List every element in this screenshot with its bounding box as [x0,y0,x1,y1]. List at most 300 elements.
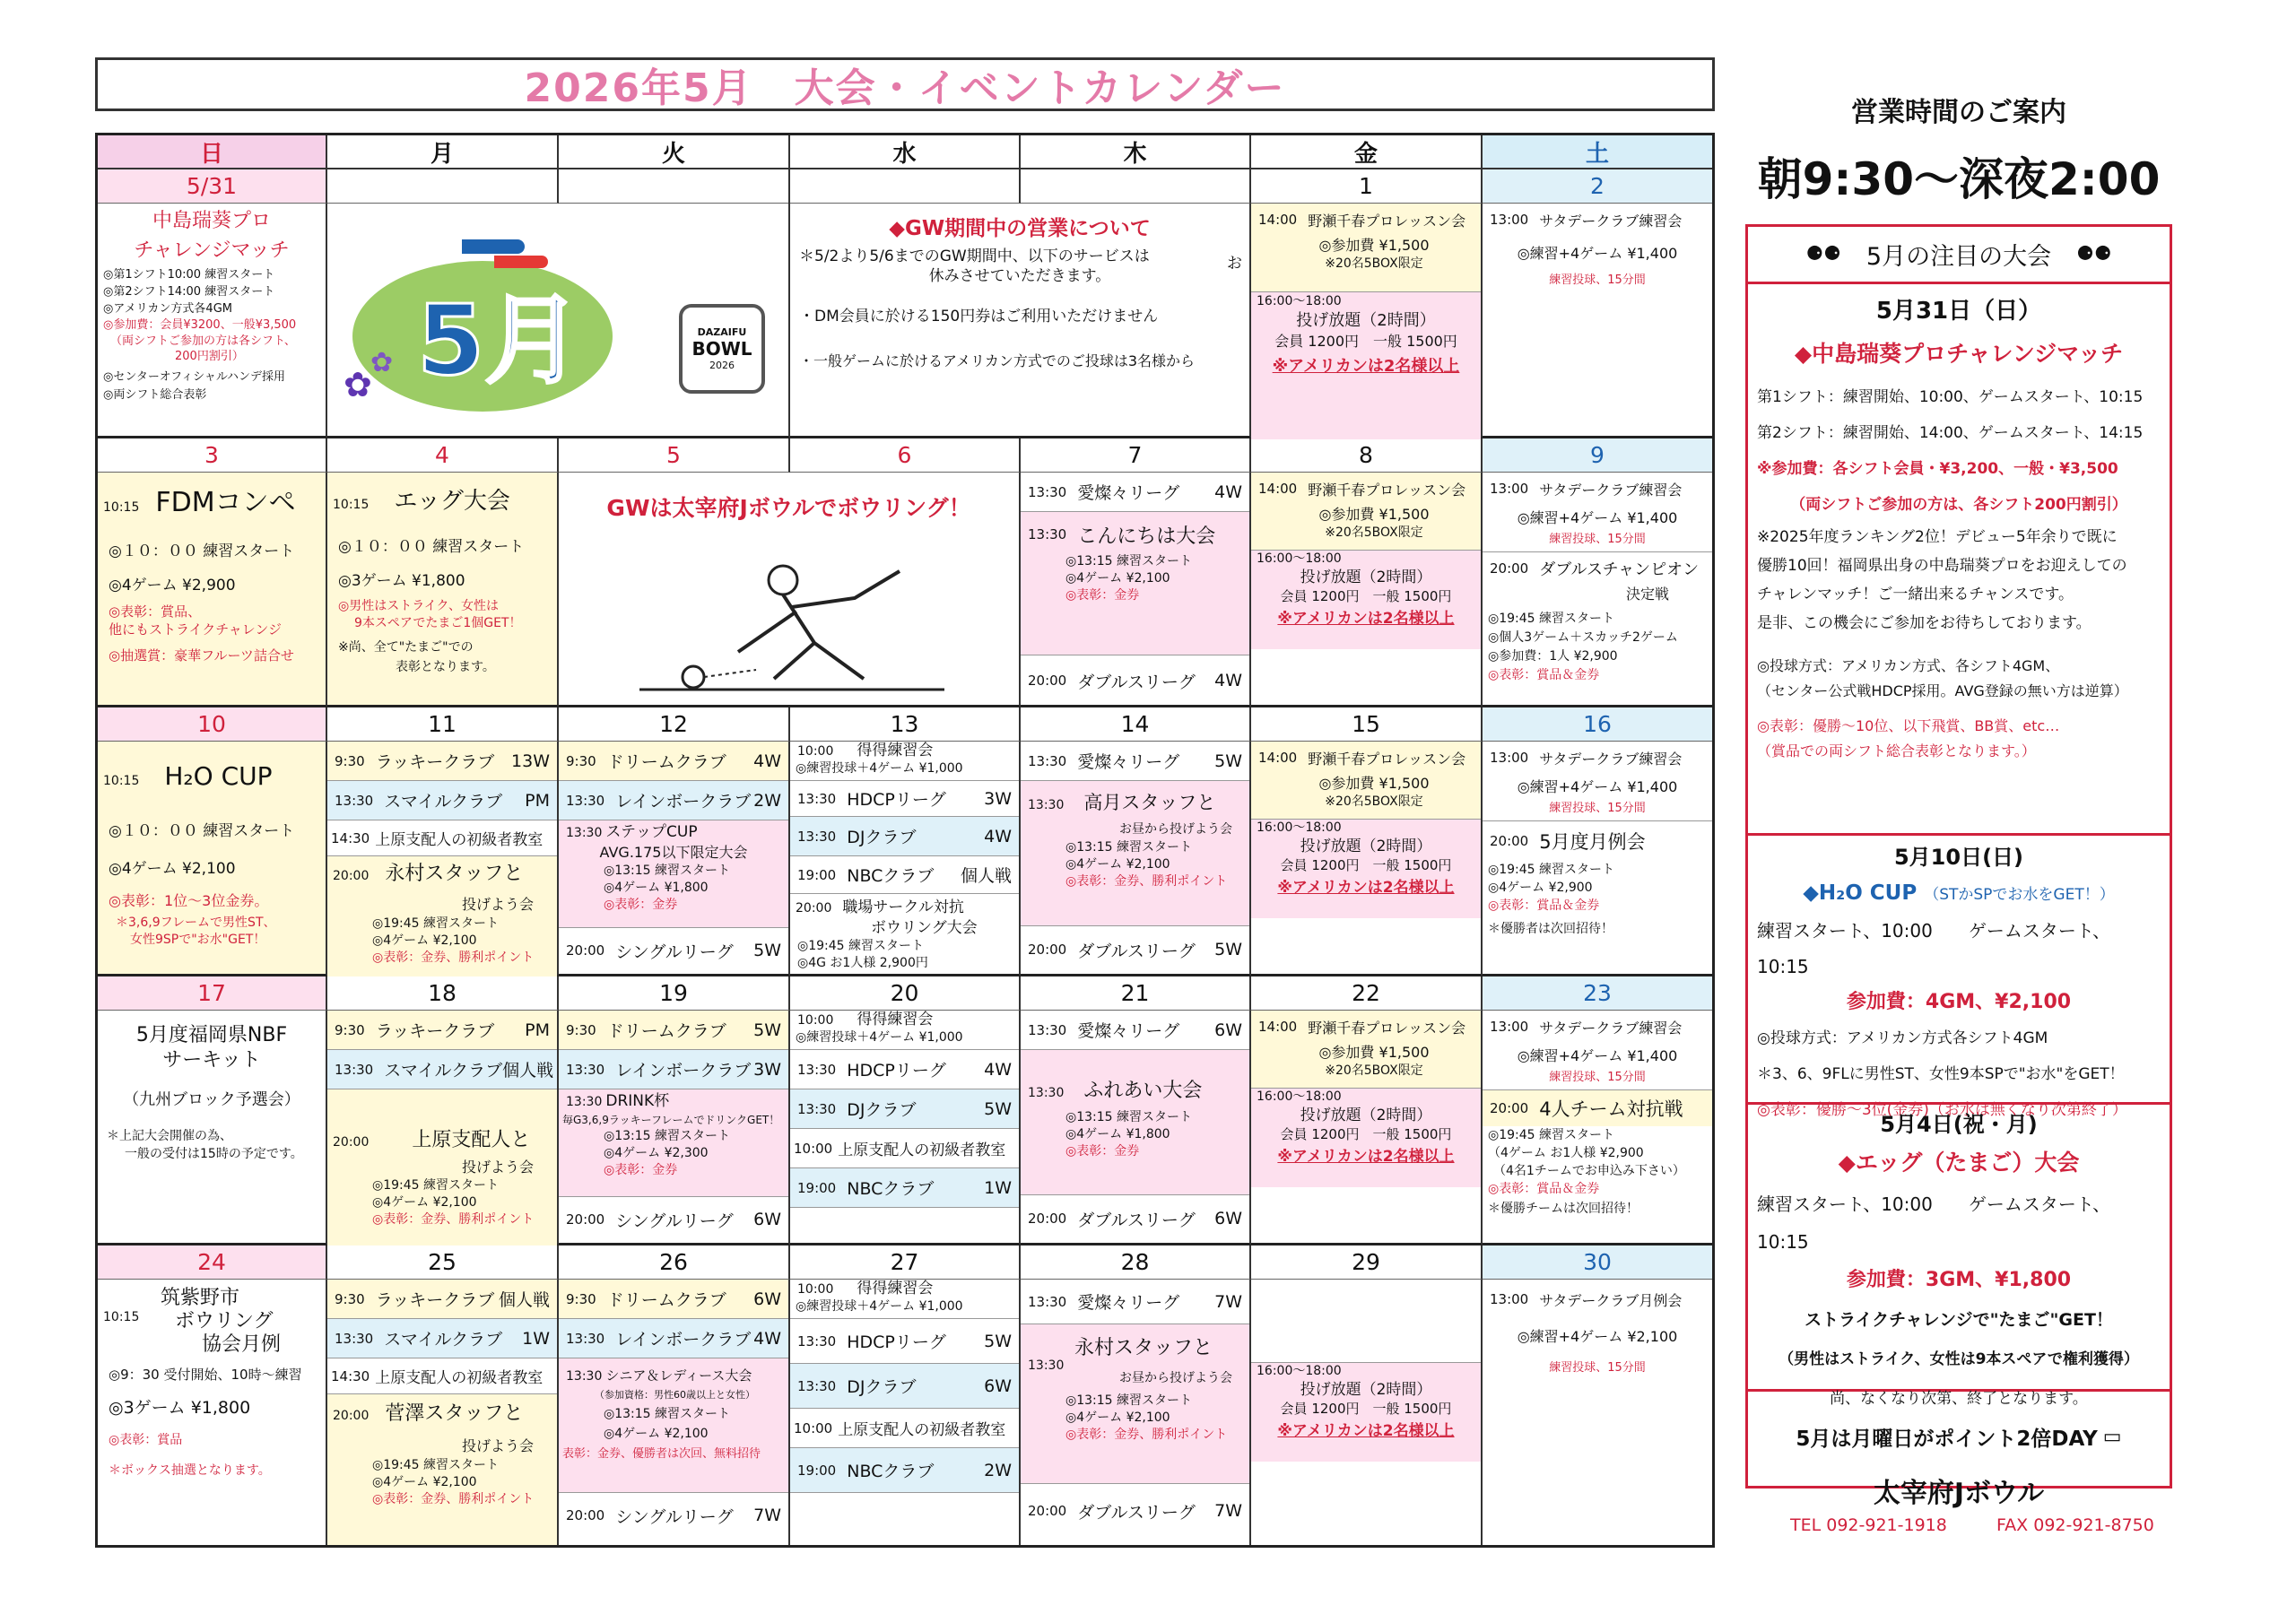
dow-thu: 木 [1021,135,1251,169]
event-fee: 会員 1200円 一般 1500円 [1280,1401,1452,1417]
event-time: 9:30 [335,1021,365,1038]
date-cell: 18 [327,976,559,1011]
gw-notice-cell [790,204,1251,438]
event-time: 20:00 [566,942,605,959]
event-note: 練習投球、15分間 [1483,532,1712,552]
event-name: 得得練習会 [857,1011,934,1028]
date-cell [790,169,1021,204]
event-detail: ◎練習投球＋4ゲーム ¥1,000 [796,761,963,776]
day-cell-8[interactable] [1251,473,1483,707]
featured-date: 5月10日(日) [1893,845,2024,870]
day-cell-12[interactable] [559,742,790,976]
event-time: 19:00 [797,866,837,883]
event-fee: 会員 1200円 一般 1500円 [1280,1126,1452,1142]
date-cell: 8 [1251,438,1483,473]
day-cell-27[interactable] [790,1280,1021,1545]
event-prize: ◎表彰：賞品＆金券 [1488,668,1600,682]
event-fee: ◎4ゲーム ¥2,900 [109,577,236,595]
featured-fee: 参加費：3GM、¥1,800 [1846,1269,2072,1291]
event-detail: ◎第1シフト10:00 練習スタート [103,268,275,282]
day-cell-7[interactable] [1021,473,1251,707]
event-prize: 他にもストライクチャレンジ [109,621,283,638]
featured-prize: （賞品での両シフト総合表彰となります。） [1757,742,2036,759]
event-time: 14:30 [331,1367,370,1384]
event-name: 協会月例 [202,1333,282,1356]
event-fee: ◎4G お1人様 2,900円 [797,956,928,970]
fax-number: FAX 092-921-8750 [1996,1515,2154,1535]
event-time: 9:30 [335,752,365,769]
event-name: 投げ放題（2時間） [1300,1381,1432,1399]
day-cell-30[interactable] [1483,1280,1712,1545]
event-name: 決定戦 [1626,586,1670,603]
event-name: 投げ放題（2時間） [1296,311,1436,330]
event-note: （4名1チームでお申込み下さい） [1493,1164,1685,1178]
event-name: 毎G3,6,9ラッキーフレームでドリンクGET！ [562,1114,780,1126]
event-week: 4W [753,751,781,771]
event-name: 愛燦々リーグ [1077,483,1180,503]
event-time: 16:00～18:00 [1257,820,1342,835]
event-fee: ◎3ゲーム ¥1,800 [109,1398,251,1418]
event-name: 投げ放題（2時間） [1300,838,1432,855]
event-time: 13:30 [797,1377,837,1394]
event-fee: ◎4ゲーム ¥1,800 [1065,1127,1170,1141]
event-name: 投げよう会 [462,1437,535,1454]
date-cell [1021,169,1251,204]
event-name: 上原支配人と [412,1129,531,1151]
event-detail: ◎13:15 練習スタート [604,1129,731,1143]
dow-sun: 日 [98,135,327,169]
event-detail: ◎19:45 練習スタート [372,916,500,931]
event-name: NBCクラブ [847,1462,935,1481]
bowl-logo [679,304,765,394]
event-name: HDCPリーグ [847,1332,946,1352]
event-time: 13:30 [566,1330,605,1347]
date-cell: 29 [1251,1245,1483,1280]
event-name: スマイルクラブ [384,1061,503,1081]
day-cell-13[interactable] [790,742,1021,976]
event-time: 13:30 [1028,798,1065,812]
featured-title: ◆中島瑞葵プロチャレンジマッチ [1794,341,2124,367]
event-time: 20:00 [1490,1100,1529,1116]
featured-heading: 5月の注目の大会 [1866,243,2052,271]
featured-event-2 [1748,836,2170,1119]
logo-text: 2026 [709,360,735,371]
event-name: 菅澤スタッフと [385,1402,524,1425]
event-time: 13:00 [1490,481,1529,497]
event-name: 野瀬千春プロレッスン会 [1308,1019,1466,1037]
day-cell-22[interactable] [1251,1011,1483,1245]
event-time: 13:30 [797,1332,837,1350]
day-cell-1[interactable] [1251,204,1483,438]
event-fee: ◎3ゲーム ¥1,800 [338,572,465,590]
day-cell-14[interactable] [1021,742,1251,976]
event-name: ダブルスリーグ [1077,941,1196,961]
event-name: 投げ放題（2時間） [1300,568,1432,586]
event-note: ※尚、全て"たまご"での [338,640,474,655]
event-time: 16:00～18:00 [1257,1089,1342,1104]
event-time: 13:30 [797,790,837,807]
event-time: 20:00 [333,869,370,883]
date-cell: 26 [559,1245,790,1280]
event-fee: ◎参加費 ¥1,500 [1318,1044,1430,1061]
event-time: 13:30 [1028,1086,1065,1100]
day-cell-3[interactable] [98,473,327,707]
date-cell: 28 [1021,1245,1251,1280]
event-name: FDMコンペ [155,487,296,518]
event-name: DRINK杯 [605,1092,670,1110]
event-fee: （両シフトご参加の方は各シフト、 [110,334,296,348]
event-time: 19:00 [797,1179,837,1196]
day-cell-5-31[interactable] [98,204,327,438]
event-fee: ◎4ゲーム ¥2,100 [372,1195,477,1210]
event-name: ダブルスリーグ [1077,1210,1196,1230]
event-name: ラッキークラブ [375,1021,495,1041]
event-fee: 会員 1200円 一般 1500円 [1280,857,1452,873]
event-name: 高月スタッフと [1083,792,1216,813]
event-prize: ◎表彰：金券、勝利ポイント [372,1492,535,1506]
event-fee: ◎参加費 ¥1,500 [1318,775,1430,792]
date-cell: 1 [1251,169,1483,204]
date-cell: 30 [1483,1245,1712,1280]
date-cell: 21 [1021,976,1251,1011]
event-name: 愛燦々リーグ [1077,1293,1180,1313]
date-cell: 9 [1483,438,1712,473]
event-fee: ◎4ゲーム ¥2,100 [1065,571,1170,586]
event-time: 10:15 [103,1310,140,1324]
event-name: シニア＆レディース大会 [605,1367,752,1384]
event-name: シングルリーグ [615,1211,734,1231]
event-time: 14:00 [1258,481,1298,497]
event-prize: ＊3,6,9フレームで男性ST、 [116,916,276,930]
event-name: 職場サークル対抗 [842,898,964,916]
event-fee: ◎4ゲーム ¥2,900 [1488,881,1593,895]
event-prize: ◎表彰：金券 [604,1163,678,1177]
event-time: 13:30 [797,1061,837,1078]
event-week: 6W [1214,1020,1242,1040]
logo-text: DAZAIFU [697,326,747,338]
event-time: 14:00 [1258,750,1298,766]
event-note: ＊ボックス抽選となります。 [109,1463,271,1478]
month-label: 5月 [417,285,582,397]
day-cell-19[interactable] [559,1011,790,1245]
date-cell: 14 [1021,707,1251,742]
event-prize: ◎表彰：賞品、 [109,603,202,620]
event-detail: ◎１０：００ 練習スタート [338,538,525,556]
event-time: 20:00 [1028,942,1067,958]
gw-line: 休みさせていただきます。 [928,267,1111,285]
event-note: 練習投球、15分間 [1549,273,1646,287]
event-detail: ◎１０：００ 練習スタート [109,822,295,840]
event-time: 19:00 [797,1462,837,1479]
date-cell: 16 [1483,707,1712,742]
event-detail: ◎13:15 練習スタート [604,1407,731,1421]
dow-mon: 月 [327,135,559,169]
event-time: 14:00 [1258,212,1298,228]
event-week: 6W [753,1210,781,1229]
event-name: ドリームクラブ [606,752,726,772]
day-cell-23[interactable] [1483,1011,1712,1245]
event-name: ドリームクラブ [606,1021,726,1041]
event-name: 愛燦々リーグ [1077,1021,1180,1041]
event-time: 9:30 [335,1290,365,1307]
day-cell-15[interactable] [1251,742,1483,976]
points-text: 5月は月曜日がポイント2倍DAY [1796,1427,2098,1451]
date-cell: 25 [327,1245,559,1280]
event-name: 筑紫野市 [161,1287,240,1309]
day-cell-16[interactable] [1483,742,1712,976]
event-name: 上原支配人の初級者教室 [838,1141,1006,1159]
event-time: 13:30 [335,792,374,809]
date-cell: 3 [98,438,327,473]
event-detail: ◎アメリカン方式各4GM [103,302,232,316]
event-time: 20:00 [796,901,832,916]
date-cell: 12 [559,707,790,742]
event-prize: ◎表彰：賞品＆金券 [1488,1182,1600,1196]
featured-line: ◎投球方式：アメリカン方式、各シフト4GM、 [1757,657,2060,674]
event-fee: ◎参加費：会員¥3200、一般¥3,500 [103,318,297,332]
event-note: ＊優勝者は次回招待！ [1488,922,1613,936]
date-cell: 24 [98,1245,327,1280]
event-time: 13:00 [1490,750,1529,766]
dow-tue: 火 [559,135,790,169]
event-week: 4W [1214,482,1242,502]
featured-line: 尚、なくなり次第、終了となります。 [1830,1390,2088,1408]
event-detail: ◎個人3ゲーム＋スカッチ2ゲーム [1488,630,1678,645]
event-time: 13:30 [566,792,605,809]
event-fee: ◎練習+4ゲーム ¥1,400 [1517,1047,1678,1064]
date-cell: 7 [1021,438,1251,473]
event-week: 5W [753,941,781,960]
day-cell-18[interactable] [327,1011,559,1245]
hours-value: 朝9:30～深夜2:00 [1757,153,2161,205]
event-detail: ◎１０：００ 練習スタート [109,542,295,560]
event-week: 13W [511,751,550,771]
featured-desc: チャレンマッチ！ご一緒出来るチャンスです。 [1757,586,2074,603]
tel-number[interactable]: TEL 092-921-1918 [1790,1515,1947,1535]
carp-streamer-icon [494,256,548,268]
day-cell-24[interactable] [98,1280,327,1545]
event-week: 個人戦 [498,1290,550,1310]
event-name: （参加資格：男性60歳以上と女性） [595,1389,755,1401]
event-fee: ◎練習+4ゲーム ¥2,100 [1517,1328,1678,1345]
event-fee: ◎練習+4ゲーム ¥1,400 [1517,509,1678,526]
event-detail: ◎9：30 受付開始、10時～練習 [109,1367,302,1383]
event-time: 9:30 [566,752,596,769]
event-fee: ◎4ゲーム ¥2,100 [1065,857,1170,872]
day-cell-25[interactable] [327,1280,559,1545]
event-fee: 会員 1200円 一般 1500円 [1280,588,1452,604]
event-prize: 9本スペアでたまご1個GET！ [354,616,522,630]
featured-heading-row [1748,227,2170,284]
event-name: NBCクラブ [847,866,935,886]
day-cell-21[interactable] [1021,1011,1251,1245]
event-time: 10:15 [103,500,140,515]
event-week: PM [525,1020,550,1040]
day-cell-17[interactable] [98,1011,327,1245]
event-time: 13:30 [1028,483,1067,500]
date-cell: 5/31 [98,169,327,204]
event-time: 13:30 [1028,752,1067,769]
event-week: 7W [753,1506,781,1525]
date-cell: 5 [559,438,790,473]
date-cell: 2 [1483,169,1712,204]
date-cell: 10 [98,707,327,742]
date-cell: 19 [559,976,790,1011]
event-name: エッグ大会 [394,488,510,515]
event-prize: 表彰：金券、優勝者は次回、無料招待 [562,1447,761,1461]
event-name: ステップCUP [605,823,698,841]
event-name: 上原支配人の初級者教室 [375,1369,544,1387]
event-name: 5月度福岡県NBF [135,1024,288,1046]
event-time: 20:00 [333,1409,370,1423]
event-week: 7W [1214,1501,1242,1521]
event-time: 20:00 [566,1507,605,1523]
event-name: ラッキークラブ [375,752,495,772]
event-time: 13:30 [1028,1358,1065,1373]
event-name: AVG.175以下限定大会 [599,844,748,861]
event-time: 20:00 [333,1135,370,1150]
event-week: 7W [1214,1291,1242,1312]
event-name: 野瀬千春プロレッスン会 [1308,212,1466,230]
event-detail: ◎練習投球＋4ゲーム ¥1,000 [796,1030,963,1045]
event-prize: ◎表彰：賞品 [109,1433,183,1447]
dow-wed: 水 [790,135,1021,169]
event-name: 愛燦々リーグ [1077,752,1180,772]
event-time: 13:30 [797,1100,837,1117]
event-name: サタデークラブ月例会 [1539,1291,1683,1309]
event-name: シングルリーグ [615,1506,734,1527]
date-cell: 22 [1251,976,1483,1011]
event-week: 2W [753,790,781,811]
date-cell: 4 [327,438,559,473]
event-time: 20:00 [1028,673,1067,689]
event-name: 投げよう会 [462,1159,535,1176]
event-name: NBCクラブ [847,1179,935,1199]
featured-fee: 参加費：4GM、¥2,100 [1846,991,2072,1013]
event-week: 個人戦 [960,866,1012,886]
event-week: 4W [1214,671,1242,690]
event-note: 一般の受付は15時の予定です。 [125,1147,303,1161]
bowling-pins-icon: ⚈⚈ [1805,243,1841,265]
featured-prize: ◎表彰：優勝～10位、以下飛賞、BB賞、etc… [1757,717,2060,734]
event-week: 6W [1214,1209,1242,1228]
event-detail: ◎13:15 練習スタート [1065,1110,1193,1124]
card-icon: ▭ [2102,1425,2122,1448]
event-time: 10:15 [103,774,140,788]
event-name: 得得練習会 [857,742,934,759]
day-cell-10[interactable] [98,742,327,976]
day-cell-11[interactable] [327,742,559,976]
day-cell-2[interactable] [1483,204,1712,438]
event-name: 野瀬千春プロレッスン会 [1308,481,1466,499]
featured-line: ◎投球方式：アメリカン方式各シフト4GM [1757,1029,2048,1047]
event-time: 13:30 [335,1061,374,1078]
event-prize: ◎表彰：賞品＆金券 [1488,898,1600,913]
event-name: ふれあい大会 [1083,1080,1203,1102]
event-prize: ◎表彰：金券、勝利ポイント [1065,1428,1228,1442]
date-cell: 27 [790,1245,1021,1280]
event-note: 練習投球、15分間 [1549,1361,1646,1375]
day-cell-29[interactable] [1251,1280,1483,1545]
day-cell-26[interactable] [559,1280,790,1545]
event-time: 13:30 [566,1369,603,1384]
event-name: HDCPリーグ [847,790,946,810]
event-week: 1W [984,1177,1012,1198]
day-cell-20[interactable] [790,1011,1021,1245]
month-graphic-cell [327,169,790,438]
gw-line: ＊5/2より5/6までのGW期間中、以下のサービスは [799,247,1150,265]
event-note: ＊優勝チームは次回招待！ [1488,1202,1639,1216]
event-time: 13:00 [1490,1291,1529,1307]
event-prize: ◎抽選賞：豪華フルーツ詰合せ [109,647,294,664]
featured-line: （センター公式戦HDCP採用。AVG登録の無い方は逆算） [1757,682,2128,699]
event-detail: ◎第2シフト14:00 練習スタート [103,285,275,299]
featured-events-panel [1745,224,2172,1488]
dow-sat: 土 [1483,135,1712,169]
event-name: DJクラブ [847,1377,917,1397]
event-time: 20:00 [1490,833,1529,849]
featured-desc: ※2025年度ランキング2位！デビュー5年余りで既に [1757,528,2118,546]
featured-prize: ◎表彰：優勝～3位(金券)（お水は無くなり次第終了） [1757,1101,2127,1119]
event-fee: ◎練習+4ゲーム ¥1,400 [1517,778,1678,795]
event-time: 13:30 [797,828,837,845]
event-name: サタデークラブ練習会 [1539,1019,1683,1037]
event-time: 13:00 [1490,1019,1529,1035]
event-name: 5月度月例会 [1539,831,1646,853]
event-fee: ◎4ゲーム ¥2,100 [604,1427,709,1441]
event-note: ※アメリカンは2名様以上 [1277,1148,1455,1166]
event-week: 4W [984,826,1012,846]
gw-line: ・一般ゲームに於けるアメリカン方式でのご投球は3名様から [799,352,1196,369]
event-name: ラッキークラブ [375,1290,495,1310]
event-fee: ◎4ゲーム ¥2,100 [1065,1410,1170,1425]
event-time: 13:00 [1490,212,1529,228]
event-week: 4W [984,1059,1012,1080]
event-week: 2W [984,1460,1012,1480]
event-note: 練習投球、15分間 [1483,801,1712,821]
event-time: 13:30 [1028,1021,1067,1038]
event-prize: ◎男性はストライク、女性は [338,599,499,613]
date-cell: 23 [1483,976,1712,1011]
event-week: 5W [984,1098,1012,1119]
event-fee: （4ゲーム お1人様 ¥2,900 [1488,1146,1644,1160]
event-time: 13:30 [566,1095,603,1109]
event-time: 13:30 [1028,526,1067,542]
event-fee: ◎参加費 ¥1,500 [1318,506,1430,523]
event-time: 16:00～18:00 [1257,551,1342,566]
event-title: チャレンジマッチ [134,239,290,262]
event-name: お昼から投げよう会 [1119,1371,1232,1385]
featured-event-1 [1748,284,2170,836]
event-week: PM [525,790,550,811]
event-name: （九州ブロック予選会） [123,1090,300,1109]
date-cell: 20 [790,976,1021,1011]
event-name: レインボークラブ [615,1330,752,1350]
featured-fee: （両シフトご参加の方は、各シフト200円割引） [1790,496,2127,514]
gw-line: ・DM会員に於ける150円券はご利用いただけません [799,308,1159,325]
featured-fee: ※参加費：各シフト会員・¥3,200、一般・¥3,500 [1757,460,2118,478]
event-time: 9:30 [566,1290,596,1307]
day-cell-4[interactable] [327,473,559,707]
date-cell: 15 [1251,707,1483,742]
hours-title: 営業時間のご案内 [1851,97,2066,128]
day-cell-28[interactable] [1021,1280,1251,1545]
day-cell-9[interactable] [1483,473,1712,707]
event-name: レインボークラブ [615,792,752,812]
event-name: スマイルクラブ [384,792,503,812]
bowling-pins-icon: ⚈⚈ [2076,243,2112,265]
featured-event-3 [1748,1105,2170,1408]
